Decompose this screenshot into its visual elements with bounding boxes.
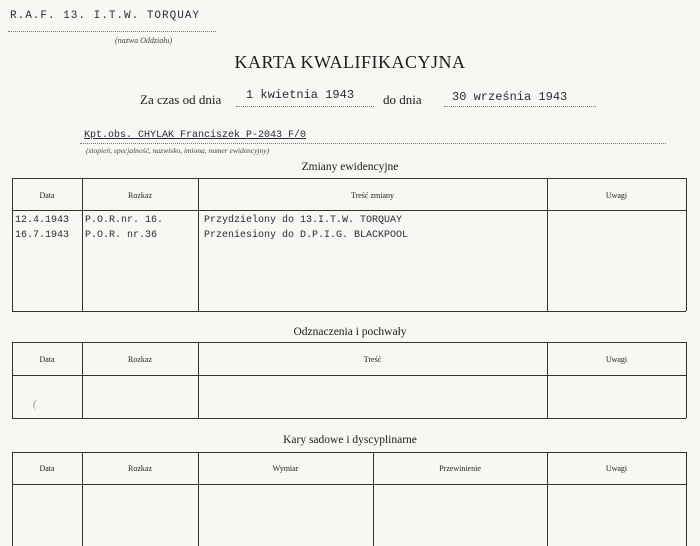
period-from-line: [236, 106, 374, 107]
column-header-rozkaz: Rozkaz: [128, 191, 152, 200]
period-from-label: Za czas od dnia: [140, 92, 222, 107]
table-rule: [686, 178, 687, 311]
table-rule: [12, 178, 686, 179]
table-rule: [12, 342, 686, 343]
table-rule: [12, 418, 686, 419]
column-header-przewinienie: Przewinienie: [439, 464, 481, 473]
table-rule: [686, 342, 687, 418]
section-title-zmiany: Zmiany ewidencyjne: [301, 161, 399, 173]
pencil-mark: (: [31, 397, 38, 411]
unit-name-value: R.A.F. 13. I.T.W. TORQUAY: [10, 10, 201, 22]
column-header-tresc-zmiany: Treść zmiany: [350, 191, 395, 200]
person-value: Kpt.obs. CHYLAK Franciszek P-2043 F/0: [84, 130, 307, 141]
column-header-data: Data: [39, 191, 55, 200]
column-header-rozkaz: Rozkaz: [128, 464, 152, 473]
period-to-line: [444, 106, 596, 107]
entry-date: 16.7.1943: [15, 230, 70, 241]
person-hint: (stopień, specjalność, nazwisko, imiona, numer ewidencyjny): [86, 146, 270, 155]
table-rule: [12, 342, 13, 418]
period-to-label: do dnia: [383, 92, 422, 107]
table-rule: [12, 452, 686, 453]
column-header-uwagi: Uwagi: [605, 191, 628, 200]
entry-date: 12.4.1943: [15, 215, 70, 226]
entry-order: P.O.R. nr.36: [85, 230, 158, 241]
column-header-rozkaz: Rozkaz: [128, 355, 152, 364]
table-rule: [82, 342, 83, 418]
unit-name-hint: (nazwa Oddziału): [115, 36, 173, 45]
table-rule: [12, 375, 686, 376]
column-header-data: Data: [39, 464, 55, 473]
period-to-value: 30 września 1943: [452, 90, 568, 104]
person-line: [80, 143, 666, 144]
table-rule: [198, 342, 199, 418]
entry-order: P.O.R.nr. 16.: [85, 215, 164, 226]
entry-content: Przeniesiony do D.P.I.G. BLACKPOOL: [204, 230, 409, 241]
column-header-uwagi: Uwagi: [605, 355, 628, 364]
table-rule: [12, 484, 686, 485]
unit-name-line: [8, 31, 216, 32]
column-header-uwagi: Uwagi: [605, 464, 628, 473]
period-from-value: 1 kwietnia 1943: [246, 88, 355, 102]
entry-content: Przydzielony do 13.I.T.W. TORQUAY: [204, 215, 403, 226]
column-header-data: Data: [39, 355, 55, 364]
column-header-wymiar: Wymiar: [272, 464, 299, 473]
table-rule: [686, 452, 687, 546]
column-header-tresc: Treść: [363, 355, 382, 364]
section-title-odznaczenia: Odznaczenia i pochwały: [293, 326, 407, 338]
table-rule: [547, 342, 548, 418]
table-rule: [12, 311, 686, 312]
form-title: KARTA KWALIFIKACYJNA: [234, 52, 466, 72]
section-title-kary: Kary sadowe i dyscyplinarne: [283, 434, 417, 446]
table-rule: [12, 210, 686, 211]
